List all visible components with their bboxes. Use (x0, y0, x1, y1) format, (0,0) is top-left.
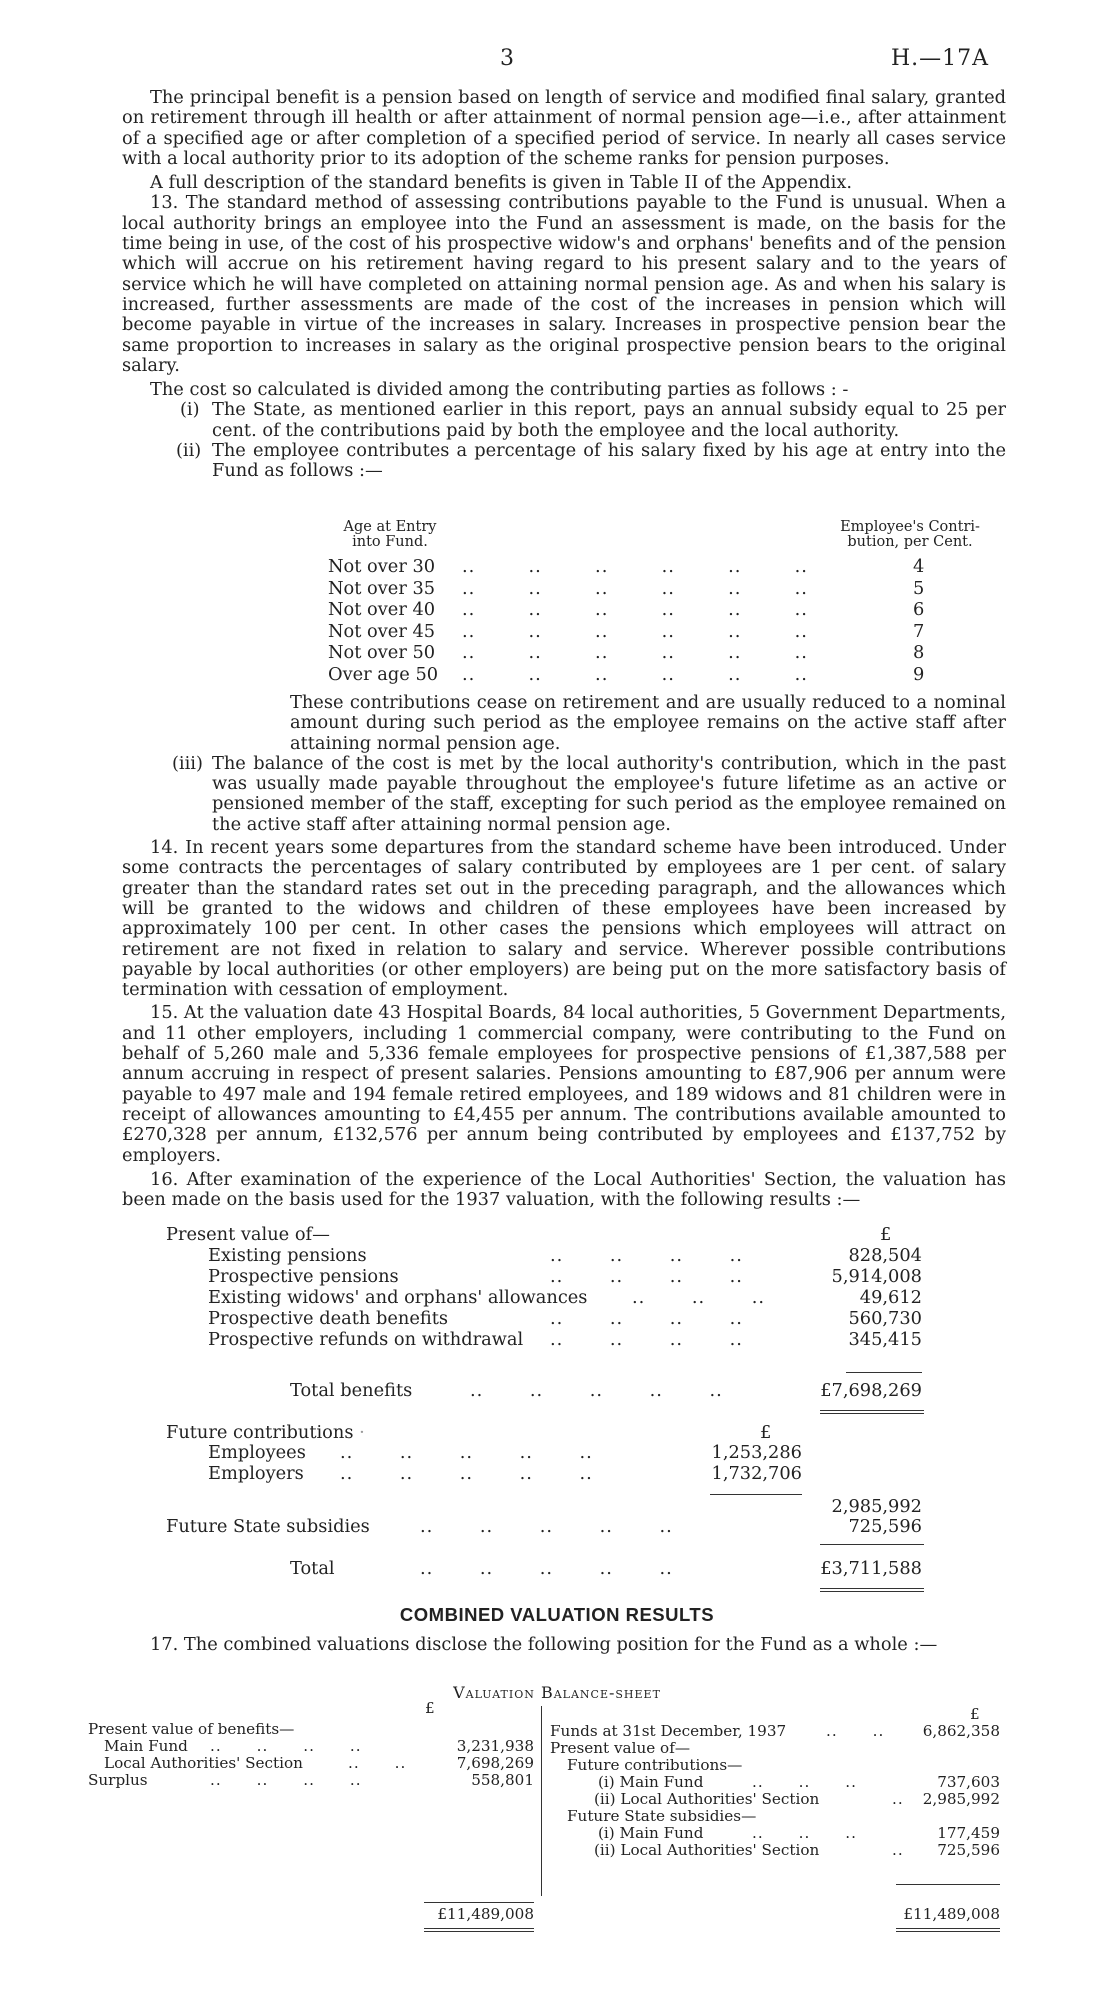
leader-dots: .. (892, 1841, 904, 1859)
list-label: (i) (180, 399, 200, 421)
state-subsidies-value: 725,596 (848, 1516, 922, 1537)
leader-dots: .. .. .. .. .. .. (462, 556, 808, 577)
right-fc-main-value: 737,603 (937, 1773, 1000, 1791)
valuation-item-value: 49,612 (859, 1287, 922, 1308)
list-text: The balance of the cost is met by the local authority's contribution, which in the past was usually made payable throughout the employee's future lifetime as an active or pensioned member of the staff, excepting for such period as the employee remained on the active staff after attaining normal pension age. (212, 752, 1006, 835)
left-main-fund-label: Main Fund (104, 1737, 188, 1755)
right-funds-value: 6,862,358 (922, 1722, 1000, 1740)
age-cell: Over age 50 (328, 663, 439, 685)
leader-dots: .. .. (826, 1722, 885, 1740)
right-fss-main-label: (i) Main Fund (598, 1824, 704, 1842)
leader-dots: .. .. .. .. .. (470, 1380, 723, 1401)
right-fss-label: Future State subsidies— (567, 1807, 757, 1825)
list-item-iii (122, 754, 1006, 835)
valuation-item-label: Existing pensions (208, 1245, 367, 1266)
right-fc-label: Future contributions— (567, 1756, 743, 1774)
leader-dots: .. .. .. .. (210, 1737, 362, 1755)
employers-value: 1,732,706 (711, 1463, 802, 1484)
left-las-value: 7,698,269 (456, 1754, 534, 1772)
double-underline (424, 1928, 534, 1932)
rate-cell: 5 (913, 577, 925, 599)
underline (710, 1494, 802, 1495)
paragraph-cost: The cost so calculated is divided among the contributing parties as follows : - (150, 379, 849, 401)
left-pv-label: Present value of benefits— (88, 1720, 295, 1738)
double-underline (820, 1588, 924, 1592)
paragraph-13: 13. The standard method of assessing contributions payable to the Fund is unusual. When a local authority brings an employee into the Fund an assessment is made, on the basis for the time being in use, of the cost of his prospective widow's and orphans' benefits and of the pension which will accrue on his retirement having regard to his present salary and to the years of service which he will have completed on attaining normal pension age. As and when his salary is increased, further assessments are made of the cost of the increases in pension which will become payable in virtue of the increases in salary. Increases in prospective pension bear the same proportion to increases in salary as the original prospective pension bears to the original salary. (122, 192, 1006, 376)
age-cell: Not over 50 (328, 642, 436, 664)
body-text-middle (122, 693, 1006, 1210)
total-value: £3,711,588 (820, 1558, 922, 1579)
paragraph-full-description: A full description of the standard benefits is given in Table II of the Appendix. (150, 172, 853, 194)
table-header-contribution: Employee's Contri- bution, per Cent. (840, 519, 980, 550)
right-fss-las-label: (ii) Local Authorities' Section (594, 1841, 820, 1859)
paragraph-17: 17. The combined valuations disclose the following position for the Fund as a whole :— (150, 1634, 938, 1655)
right-fss-las-value: 725,596 (937, 1841, 1000, 1859)
leader-dots: .. .. .. .. .. .. (462, 663, 808, 685)
right-fc-main-label: (i) Main Fund (598, 1773, 704, 1791)
table-row (328, 556, 988, 578)
column-divider (541, 1706, 542, 1896)
age-cell: Not over 30 (328, 556, 436, 577)
leader-dots: .. .. .. .. .. .. (462, 620, 808, 642)
leader-dots: .. .. .. .. (550, 1308, 743, 1329)
table-row (328, 664, 988, 686)
employees-value: 1,253,286 (711, 1442, 802, 1463)
underline (896, 1884, 1000, 1885)
left-total: £11,489,008 (437, 1905, 534, 1923)
underline (846, 1372, 922, 1373)
double-underline (896, 1928, 1000, 1932)
employers-label: Employers (208, 1463, 304, 1484)
leader-dots: .. .. .. .. .. (420, 1516, 673, 1537)
document-reference: H.—17A (890, 46, 989, 71)
valuation-item-value: 5,914,008 (831, 1266, 922, 1287)
rate-cell: 8 (913, 642, 925, 664)
left-las-label: Local Authorities' Section (104, 1754, 303, 1772)
right-funds-label: Funds at 31st December, 1937 (550, 1722, 787, 1740)
leader-dots: .. .. .. .. .. .. (462, 642, 808, 664)
valuation-item-value: 560,730 (848, 1308, 922, 1329)
leader-dots: .. .. .. .. (550, 1245, 743, 1266)
leader-dots: .. .. .. (752, 1773, 857, 1791)
rate-cell: 9 (913, 663, 925, 685)
table-row (328, 621, 988, 643)
age-cell: Not over 40 (328, 599, 436, 621)
page-number: 3 (500, 46, 514, 71)
future-contributions-label: Future contributions · (166, 1422, 365, 1443)
leader-dots: .. .. .. (752, 1824, 857, 1842)
total-benefits-label: Total benefits (290, 1380, 413, 1401)
table-row (328, 578, 988, 600)
section-heading: COMBINED VALUATION RESULTS (399, 1604, 715, 1625)
currency-symbol: £ (880, 1224, 892, 1245)
leader-dots: .. .. .. .. (550, 1329, 743, 1350)
paragraph-cease: These contributions cease on retirement and are usually reduced to a nominal amount during such period as the employee remains on the active staff after attaining normal pension age. (290, 692, 1006, 754)
balance-sheet-title: Valuation Balance-sheet (453, 1683, 661, 1702)
double-underline (820, 1410, 924, 1414)
leader-dots: .. .. .. .. .. .. (462, 599, 808, 621)
left-surplus-label: Surplus (88, 1771, 148, 1789)
table-header-age: Age at Entry into Fund. (343, 519, 437, 550)
paragraph-14: 14. In recent years some departures from the standard scheme have been introduced. Under some contracts the percentages of salary contributed by employees are 1 per cent. of salary greater than the standard rates set out in the preceding paragraph, and the allowances which will be granted to the widows and children of these employees have been increased by approximately 100 per cent. In other cases the pensions which employees will attract on retirement are not fixed in relation to salary and service. Wherever possible contributions payable by local authorities (or other employers) are being put on the more satisfactory basis of termination with cessation of employment. (122, 837, 1006, 1001)
paragraph-benefit: The principal benefit is a pension based on length of service and modified final salary, granted on retirement through ill health or after attainment of normal pension age—i.e., after attainment of a specified age or after completion of a specified period of service. In nearly all cases service with a local authority prior to its adoption of the scheme ranks for pension purposes. (122, 87, 1006, 169)
right-total: £11,489,008 (903, 1905, 1000, 1923)
leader-dots: .. (892, 1790, 904, 1808)
left-currency: £ (425, 1699, 435, 1717)
underline (820, 1544, 924, 1545)
leader-dots: .. .. .. .. .. (340, 1463, 593, 1484)
valuation-item-label: Prospective pensions (208, 1266, 399, 1287)
leader-dots: .. .. .. .. .. (420, 1558, 673, 1579)
total-label: Total (290, 1558, 335, 1579)
list-item-i (122, 400, 1006, 441)
valuation-item-label: Prospective refunds on withdrawal (208, 1329, 524, 1350)
list-text: The State, as mentioned earlier in this report, pays an annual subsidy equal to 25 per cent. of the contributions paid by both the employee and the local authority. (212, 399, 1006, 441)
left-main-fund-value: 3,231,938 (456, 1737, 534, 1755)
leader-dots: .. .. .. .. (550, 1266, 743, 1287)
present-value-label: Present value of— (166, 1224, 330, 1245)
right-fc-las-value: 2,985,992 (922, 1790, 1000, 1808)
total-benefits-value: £7,698,269 (820, 1380, 922, 1401)
age-table-rows (328, 556, 988, 686)
age-cell: Not over 35 (328, 577, 436, 599)
employees-label: Employees (208, 1442, 306, 1463)
list-label: (iii) (172, 752, 203, 774)
list-text: The employee contributes a percentage of his salary fixed by his age at entry into the Fund as follows :— (212, 440, 1006, 482)
leader-dots: .. .. .. .. .. .. (462, 577, 808, 599)
paragraph-15: 15. At the valuation date 43 Hospital Boards, 84 local authorities, 5 Government Departments, and 11 other employers, including 1 commercial company, were contributing to the Fund on behalf of 5,260 male and 5,336 female employees for prospective pensions of £1,387,588 per annum accruing in respect of present salaries. Pensions amounting to £87,906 per annum were payable to 497 male and 194 female retired employees, and 189 widows and 81 children were in receipt of allowances amounting to £4,455 per annum. The contributions available amounted to £270,328 per annum, £132,576 per annum being contributed by employees and £137,752 by employers. (122, 1002, 1006, 1166)
age-cell: Not over 45 (328, 620, 436, 642)
underline (424, 1902, 534, 1903)
paragraph-16: 16. After examination of the experience of the Local Authorities' Section, the valuation has been made on the basis used for the 1937 valuation, with the following results :— (122, 1168, 1006, 1211)
valuation-item-value: 828,504 (848, 1245, 922, 1266)
left-surplus-value: 558,801 (471, 1771, 534, 1789)
leader-dots: .. .. (348, 1754, 407, 1772)
valuation-item-label: Existing widows' and orphans' allowances (208, 1287, 588, 1308)
body-text-upper (122, 88, 1006, 482)
rate-cell: 7 (913, 620, 925, 642)
valuation-item-label: Prospective death benefits (208, 1308, 448, 1329)
table-row (328, 642, 988, 664)
rate-cell: 6 (913, 599, 925, 621)
valuation-item-value: 345,415 (848, 1329, 922, 1350)
state-subsidies-label: Future State subsidies (166, 1516, 370, 1537)
right-pv-label: Present value of— (550, 1739, 691, 1757)
right-fc-las-label: (ii) Local Authorities' Section (594, 1790, 820, 1808)
currency-symbol: £ (760, 1422, 772, 1443)
table-row (328, 599, 988, 621)
future-contributions-total: 2,985,992 (831, 1496, 922, 1517)
leader-dots: .. .. .. .. (210, 1771, 362, 1789)
leader-dots: .. .. .. .. .. (340, 1442, 593, 1463)
right-currency: £ (970, 1705, 980, 1723)
right-fss-main-value: 177,459 (937, 1824, 1000, 1842)
list-item-ii (122, 441, 1006, 482)
leader-dots: .. .. .. (632, 1287, 766, 1308)
rate-cell: 4 (913, 556, 925, 577)
list-label: (ii) (176, 440, 202, 462)
